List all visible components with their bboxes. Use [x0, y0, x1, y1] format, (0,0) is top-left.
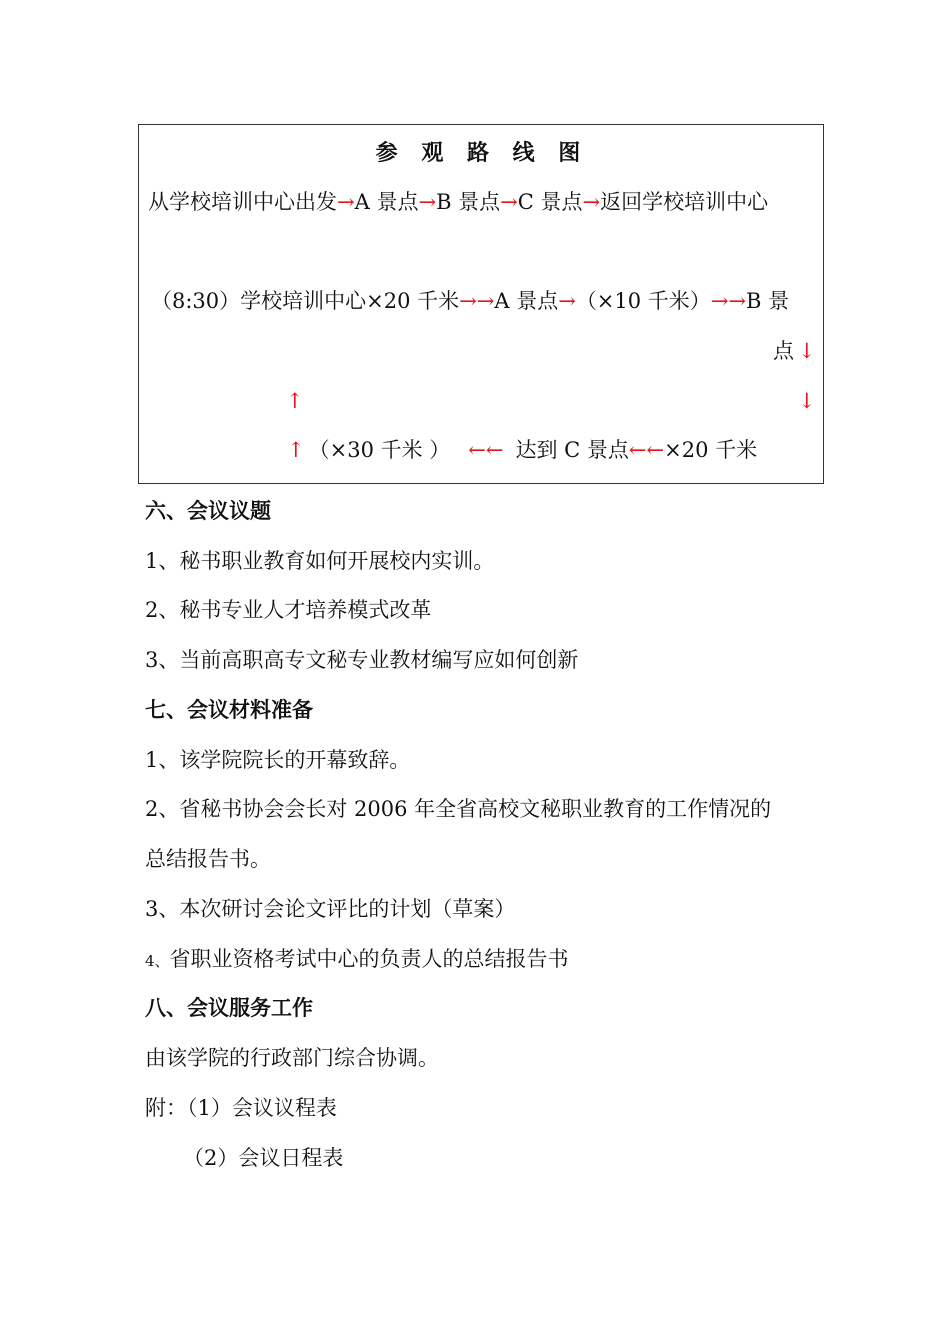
arrow-right-icon: → — [418, 190, 437, 214]
spot-b-part2: 点 — [773, 339, 794, 363]
arrow-right-icon: → — [337, 190, 355, 214]
spot-b: B 景点 — [436, 190, 501, 214]
end-point: 返回学校培训中心 — [600, 190, 769, 214]
arrow-down-icon: ↓ — [798, 389, 816, 413]
section-six-heading: 六、会议议题 — [145, 499, 271, 523]
start-point: 从学校培训中心出发 — [148, 190, 337, 214]
spot-a: A 景点 — [494, 289, 559, 313]
appendix-line-1: 附：（1）会议议程表 — [145, 1096, 337, 1120]
material-item-3: 3、本次研讨会论文评比的计划（草案） — [145, 897, 516, 921]
material-item-2-line-2: 总结报告书。 — [145, 847, 271, 871]
reach-spot-c: 达到 C 景点 — [515, 438, 629, 462]
material-item-4-text: 省职业资格考试中心的负责人的总结报告书 — [169, 947, 569, 971]
arrow-down-icon: ↓ — [798, 339, 816, 363]
agenda-item-3: 3、当前高职高专文秘专业教材编写应如何创新 — [145, 648, 579, 672]
route-summary-line — [148, 192, 768, 213]
material-item-2-line-1: 2、省秘书协会会长对 2006 年全省高校文秘职业教育的工作情况的 — [145, 797, 772, 821]
spot-c: C 景点 — [517, 190, 583, 214]
appendix-line-2: （2）会议日程表 — [183, 1146, 344, 1170]
material-item-4 — [145, 949, 569, 970]
route-detail-line-3 — [287, 440, 757, 461]
material-item-4-number: 4、 — [145, 952, 170, 970]
route-detail-line-1 — [151, 291, 789, 312]
double-arrow-right-icon: →→ — [710, 289, 747, 313]
distance-10km: （×10 千米） — [575, 289, 711, 313]
double-arrow-right-icon: →→ — [459, 289, 495, 313]
arrow-right-icon: → — [558, 289, 576, 313]
agenda-item-1: 1、秘书职业教育如何开展校内实训。 — [145, 549, 495, 573]
distance-30km: （×30 千米 ） — [308, 438, 451, 462]
section-seven-heading: 七、会议材料准备 — [145, 698, 313, 722]
route-map-title: 参 观 路 线 图 — [375, 141, 589, 166]
spot-b-part1: B 景 — [746, 289, 790, 313]
arrow-up-icon: ↑ — [286, 389, 304, 413]
agenda-item-2: 2、秘书专业人才培养模式改革 — [145, 598, 432, 622]
arrow-up-icon: ↑ — [287, 438, 305, 462]
distance-20km: ×20 千米 — [664, 438, 758, 462]
service-text: 由该学院的行政部门综合协调。 — [145, 1046, 439, 1070]
spot-a: A 景点 — [354, 190, 419, 214]
route-map-box — [138, 124, 824, 484]
arrow-right-icon: → — [500, 190, 518, 214]
section-eight-heading: 八、会议服务工作 — [145, 996, 313, 1020]
route-detail-line-2 — [773, 341, 816, 362]
double-arrow-left-icon: ←← — [628, 438, 665, 462]
material-item-1: 1、该学院院长的开幕致辞。 — [145, 748, 411, 772]
double-arrow-left-icon: ←← — [468, 438, 504, 462]
arrow-right-icon: → — [582, 190, 601, 214]
departure-time-distance: （8:30）学校培训中心×20 千米 — [151, 289, 460, 313]
